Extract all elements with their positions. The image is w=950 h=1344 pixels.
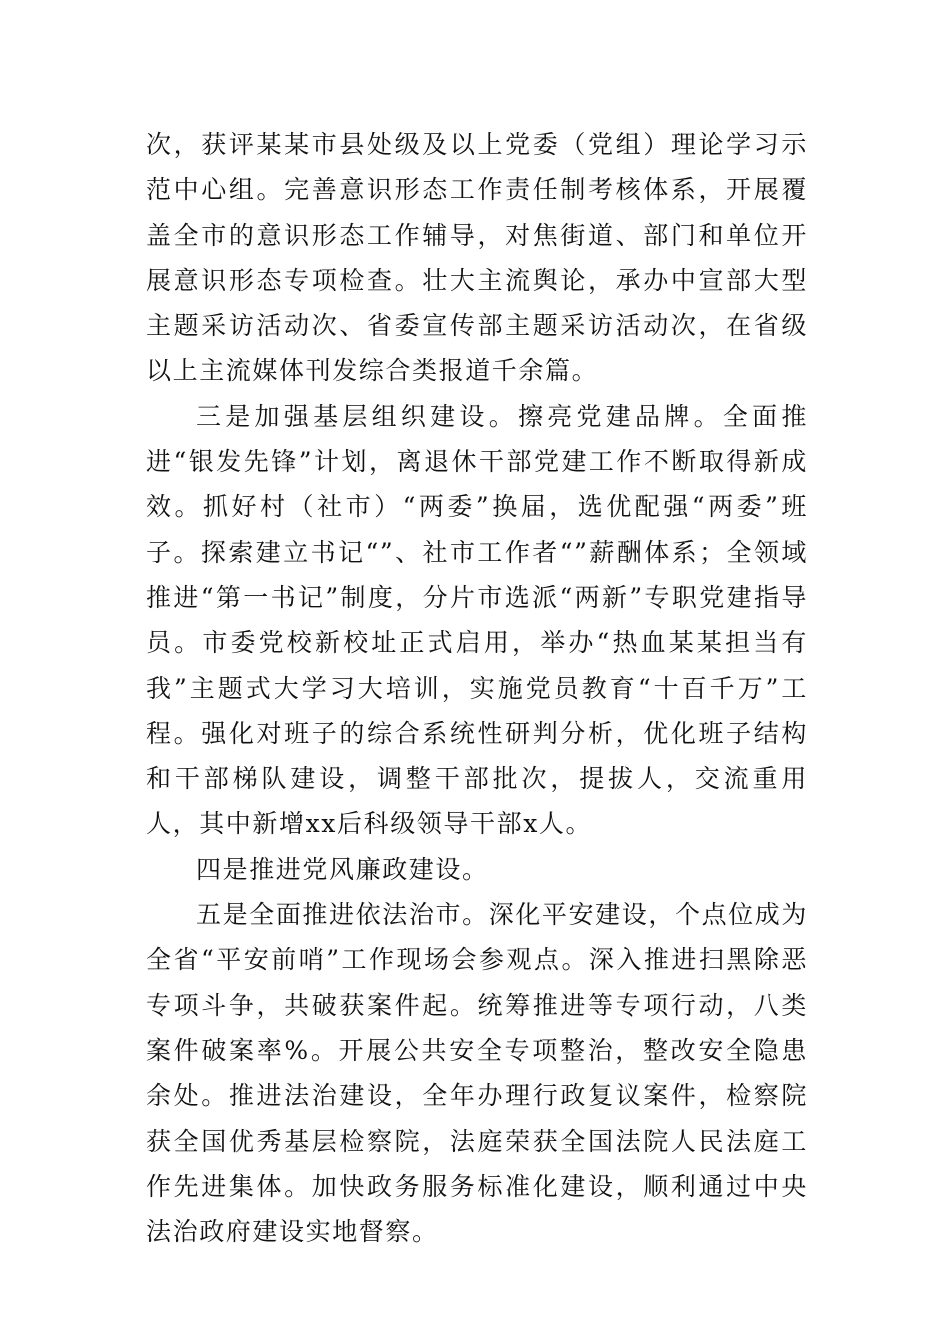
paragraph-three: 三是加强基层组织建设。擦亮党建品牌。全面推进“银发先锋”计划，离退休干部党建工作不断取得新成效。抓好村（社市）“两委”换届，选优配强“两委”班子。探索建立书记“”、社市工作者“”薪酬体系；全领域推进“第一书记”制度，分片市选派“两新”专职党建指导员。市委党校新校址正式启用，举办“热血某某担当有我”主题式大学习大培训，实施党员教育“十百千万”工程。强化对班子的综合系统性研判分析，优化班子结构和干部梯队建设，调整干部批次，提拔人，交流重用人，其中新增xx后科级领导干部x人。	[146, 401, 808, 839]
paragraph-five: 五是全面推进依法治市。深化平安建设，个点位成为全省“平安前哨”工作现场会参观点。深入推进扫黑除恶专项斗争，共破获案件起。统筹推进等专项行动，八类案件破案率%。开展公共安全专项整治，整改安全隐患余处。推进法治建设，全年办理行政复议案件，检察院获全国优秀基层检察院，法庭荣获全国法院人民法庭工作先进集体。加快政务服务标准化建设，顺利通过中央法治政府建设实地督察。	[146, 900, 808, 1247]
paragraph-continued: 次，获评某某市县处级及以上党委（党组）理论学习示范中心组。完善意识形态工作责任制考核体系，开展覆盖全市的意识形态工作辅导，对焦街道、部门和单位开展意识形态专项检查。壮大主流舆论，承办中宣部大型主题采访活动次、省委宣传部主题采访活动次，在省级以上主流媒体刊发综合类报道千余篇。	[146, 130, 808, 386]
paragraph-four: 四是推进党风廉政建设。	[196, 854, 489, 884]
document-body	[146, 122, 808, 1254]
